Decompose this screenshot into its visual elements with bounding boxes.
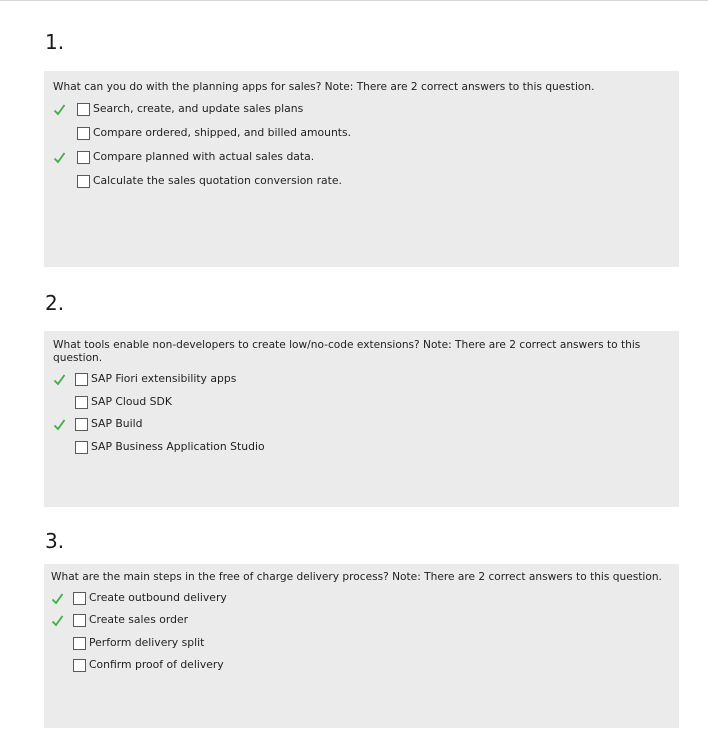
checkbox[interactable] bbox=[73, 659, 86, 672]
question-1-number: 1. bbox=[45, 30, 65, 54]
question-1-box bbox=[44, 71, 679, 267]
option-label: Confirm proof of delivery bbox=[89, 658, 224, 671]
checkbox[interactable] bbox=[77, 175, 90, 188]
question-2-number: 2. bbox=[45, 291, 65, 315]
question-2-text: What tools enable non-developers to create low/no-code extensions? Note: There are 2 correct answers to this question. bbox=[53, 339, 641, 364]
question-1-text: What can you do with the planning apps for sales? Note: There are 2 correct answers to this question. bbox=[53, 81, 595, 93]
option-label: Compare ordered, shipped, and billed amounts. bbox=[93, 126, 352, 139]
option-label: Search, create, and update sales plans bbox=[93, 102, 304, 115]
top-divider bbox=[0, 0, 708, 1]
checkbox[interactable] bbox=[77, 127, 90, 140]
option-label: SAP Build bbox=[91, 417, 143, 430]
question-3-number: 3. bbox=[45, 529, 65, 553]
question-2-box bbox=[44, 331, 679, 507]
check-icon bbox=[53, 103, 66, 117]
check-icon bbox=[51, 614, 64, 628]
checkbox[interactable] bbox=[77, 151, 90, 164]
option-label: Create sales order bbox=[89, 613, 189, 626]
option-label: Create outbound delivery bbox=[89, 591, 227, 604]
check-icon bbox=[53, 373, 66, 387]
option-label: Perform delivery split bbox=[89, 636, 205, 649]
option-label: SAP Fiori extensibility apps bbox=[91, 372, 237, 385]
option-label: Compare planned with actual sales data. bbox=[93, 150, 315, 163]
checkbox[interactable] bbox=[75, 441, 88, 454]
check-icon bbox=[53, 418, 66, 432]
question-3-box bbox=[44, 564, 679, 728]
checkbox[interactable] bbox=[73, 637, 86, 650]
checkbox[interactable] bbox=[73, 592, 86, 605]
checkbox[interactable] bbox=[75, 418, 88, 431]
option-label: Calculate the sales quotation conversion rate. bbox=[93, 174, 342, 187]
question-3-text: What are the main steps in the free of charge delivery process? Note: There are 2 correct answers to this question. bbox=[51, 571, 662, 583]
option-label: SAP Business Application Studio bbox=[91, 440, 265, 453]
check-icon bbox=[51, 592, 64, 606]
checkbox[interactable] bbox=[75, 373, 88, 386]
checkbox[interactable] bbox=[75, 396, 88, 409]
checkbox[interactable] bbox=[77, 103, 90, 116]
checkbox[interactable] bbox=[73, 614, 86, 627]
check-icon bbox=[53, 151, 66, 165]
option-label: SAP Cloud SDK bbox=[91, 395, 172, 408]
